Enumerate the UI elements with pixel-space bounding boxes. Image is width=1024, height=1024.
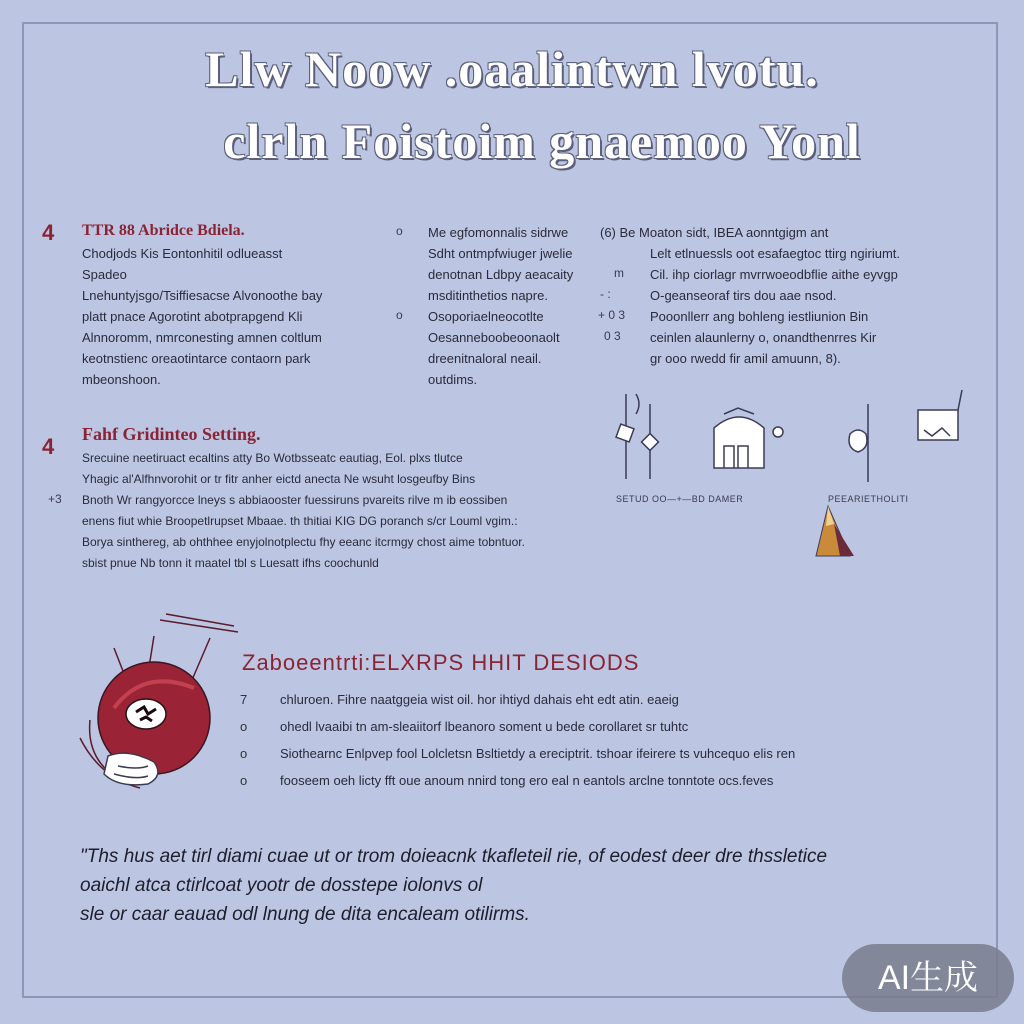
text-line: Cil. ihp ciorlagr mvrrwoeodbflie aithe eyvgp xyxy=(650,267,898,282)
text-line: Lelt etlnuessls oot esafaegtoc ttirg ngiriumt. xyxy=(650,246,901,261)
ball-illustration xyxy=(74,608,250,808)
text-line: ceinlen alaunlerny o, onandthenrres Kir xyxy=(650,330,877,345)
section-c-text-cont xyxy=(650,243,900,369)
section-a-heading: TTR 88 Abridce Bdiela. xyxy=(82,222,245,239)
text-line: Srecuine neetiruact ecaltins atty Bo Wotbsseatc eautiag, Eol. plxs tlutce xyxy=(82,451,463,465)
illustration-label-right: PEEARIETHOLITI xyxy=(828,494,909,504)
text-line: Pooonllerr ang bohleng iestliunion Bin xyxy=(650,309,869,324)
list-text: Siothearnc Enlpvep fool Lolcletsn Bsltietdy a ereciptrit. tshoar ifeirere ts vuhcequo elis ren xyxy=(280,746,796,761)
text-line: Spadeo xyxy=(82,267,127,282)
list-marker: o xyxy=(240,719,248,734)
tag-icon xyxy=(616,424,634,442)
section-a-text xyxy=(82,243,322,390)
text-line: Alnnoromm, nmrconesting amnen coltlum xyxy=(82,330,322,345)
section-c-text xyxy=(600,222,828,243)
text-line: Borya sinthereg, ab ohthhee enyjolnotplectu fhy eeanc itcrmgy chost aime tobntuor. xyxy=(82,535,525,549)
sign-icon xyxy=(918,410,958,440)
list-marker: o xyxy=(240,746,248,761)
text-line: Me egfomonnalis sidrwe xyxy=(428,225,569,240)
section-d-heading: Fahf Gridinteo Setting. xyxy=(82,424,261,444)
illustration-label-left: SETUD OO—+—BD DAMER xyxy=(616,494,744,504)
quote-line: sle or caar eauad odl lnung de dita encaleam otilirms. xyxy=(80,904,530,925)
text-line: Yhagic al'Alfhnvorohit or tr fitr anher eictd anecta Ne wsuht losgeufby Bins xyxy=(82,472,476,486)
section-b-text xyxy=(428,222,573,390)
list-text: fooseem oeh licty fft oue anoum nnird tong ero eal n eantols arclne tonntote ocs.feves xyxy=(280,773,774,788)
text-line: platt pnace Agorotint abotprapgend Kli xyxy=(82,309,303,324)
list-text: chluroen. Fihre naatggeia wist oil. hor ihtiyd dahais eht edt atin. eaeig xyxy=(280,692,679,707)
lamp-icon xyxy=(849,430,867,452)
list-text: ohedl lvaaibi tn am-sleaiitorf lbeanoro soment u bede corollaret sr tuhtc xyxy=(280,719,689,734)
text-line: outdims. xyxy=(428,372,478,387)
list-marker: o xyxy=(240,773,248,788)
section-c-marker-3: + 0 3 xyxy=(598,308,626,322)
cabin-icon xyxy=(714,417,764,468)
section-d-side-marker: +3 xyxy=(48,492,62,506)
text-line: Lnehuntyjsgo/Tsiffiesacse Alvonoothe bay xyxy=(82,288,323,303)
section-a-marker: 4 xyxy=(42,220,55,245)
stick-icon xyxy=(160,620,238,632)
section-c-marker-4: 0 3 xyxy=(604,329,621,343)
section-e-heading: Zaboeentrti:ELXRPS HHIT DESIODS xyxy=(242,650,640,675)
text-line: Bnoth Wr rangyorcce lneys s abbiaooster fuessiruns pvareits rilve m ib eossiben xyxy=(82,493,508,507)
section-b-marker-1: o xyxy=(396,224,403,238)
title-line-1: Llw Noow .oaalintwn lvotu. xyxy=(205,41,819,97)
section-c-marker-2: - : xyxy=(600,287,611,301)
quote-line: oaichl atca ctirlcoat yootr de dosstepe iolonvs ol xyxy=(80,875,483,896)
text-line: O-geanseoraf tirs dou aae nsod. xyxy=(650,288,837,303)
section-c-marker-1: m xyxy=(614,266,624,280)
text-line: enens fiut whie Broopetlrupset Mbaae. th thitiai KIG DG poranch s/cr Louml vgim.: xyxy=(82,514,518,528)
text-line: sbist pnue Nb tonn it maatel tbl s Luesatt ifhs coochunld xyxy=(82,556,379,570)
text-line: Osoporiaelneocotlte xyxy=(428,309,544,324)
text-line: Oesanneboobeoonaolt xyxy=(428,330,560,345)
text-line: (6) Be Moaton sidt, IBEA aonntgigm ant xyxy=(600,225,829,240)
section-b-marker-2: o xyxy=(396,308,403,322)
text-line: keotnstienc oreaotintarce contaorn park xyxy=(82,351,311,366)
text-line: Chodjods Kis Eontonhitil odlueasst xyxy=(82,246,283,261)
text-line: Sdht ontmpfwiuger jwelie xyxy=(428,246,573,261)
text-line: denotnan Ldbpy aeacaity xyxy=(428,267,574,282)
ball-face-icon xyxy=(126,699,166,729)
quote-block xyxy=(80,842,827,929)
section-d-text xyxy=(82,448,525,574)
quote-line: "Ths hus aet tirl diami cuae ut or trom doieacnk tkafleteil rie, of eodest deer dre thssletice xyxy=(80,846,828,867)
text-line: mbeonshoon. xyxy=(82,372,161,387)
cone-icon xyxy=(816,506,854,556)
text-line: dreenitnaloral neail. xyxy=(428,351,542,366)
section-d-marker: 4 xyxy=(42,434,55,459)
text-line: msditinthetios napre. xyxy=(428,288,548,303)
list-marker: 7 xyxy=(240,692,248,707)
hook-icon xyxy=(636,394,639,414)
ai-generated-badge: AI生成 xyxy=(842,944,1014,1012)
title-line-2: clrln Foistoim gnaemoo Yonl xyxy=(223,113,861,169)
small-circle-icon xyxy=(773,427,783,437)
text-line: gr ooo rwedd fir amil amuunn, 8). xyxy=(650,351,841,366)
setting-illustration xyxy=(606,384,976,564)
diamond-icon xyxy=(642,434,659,451)
